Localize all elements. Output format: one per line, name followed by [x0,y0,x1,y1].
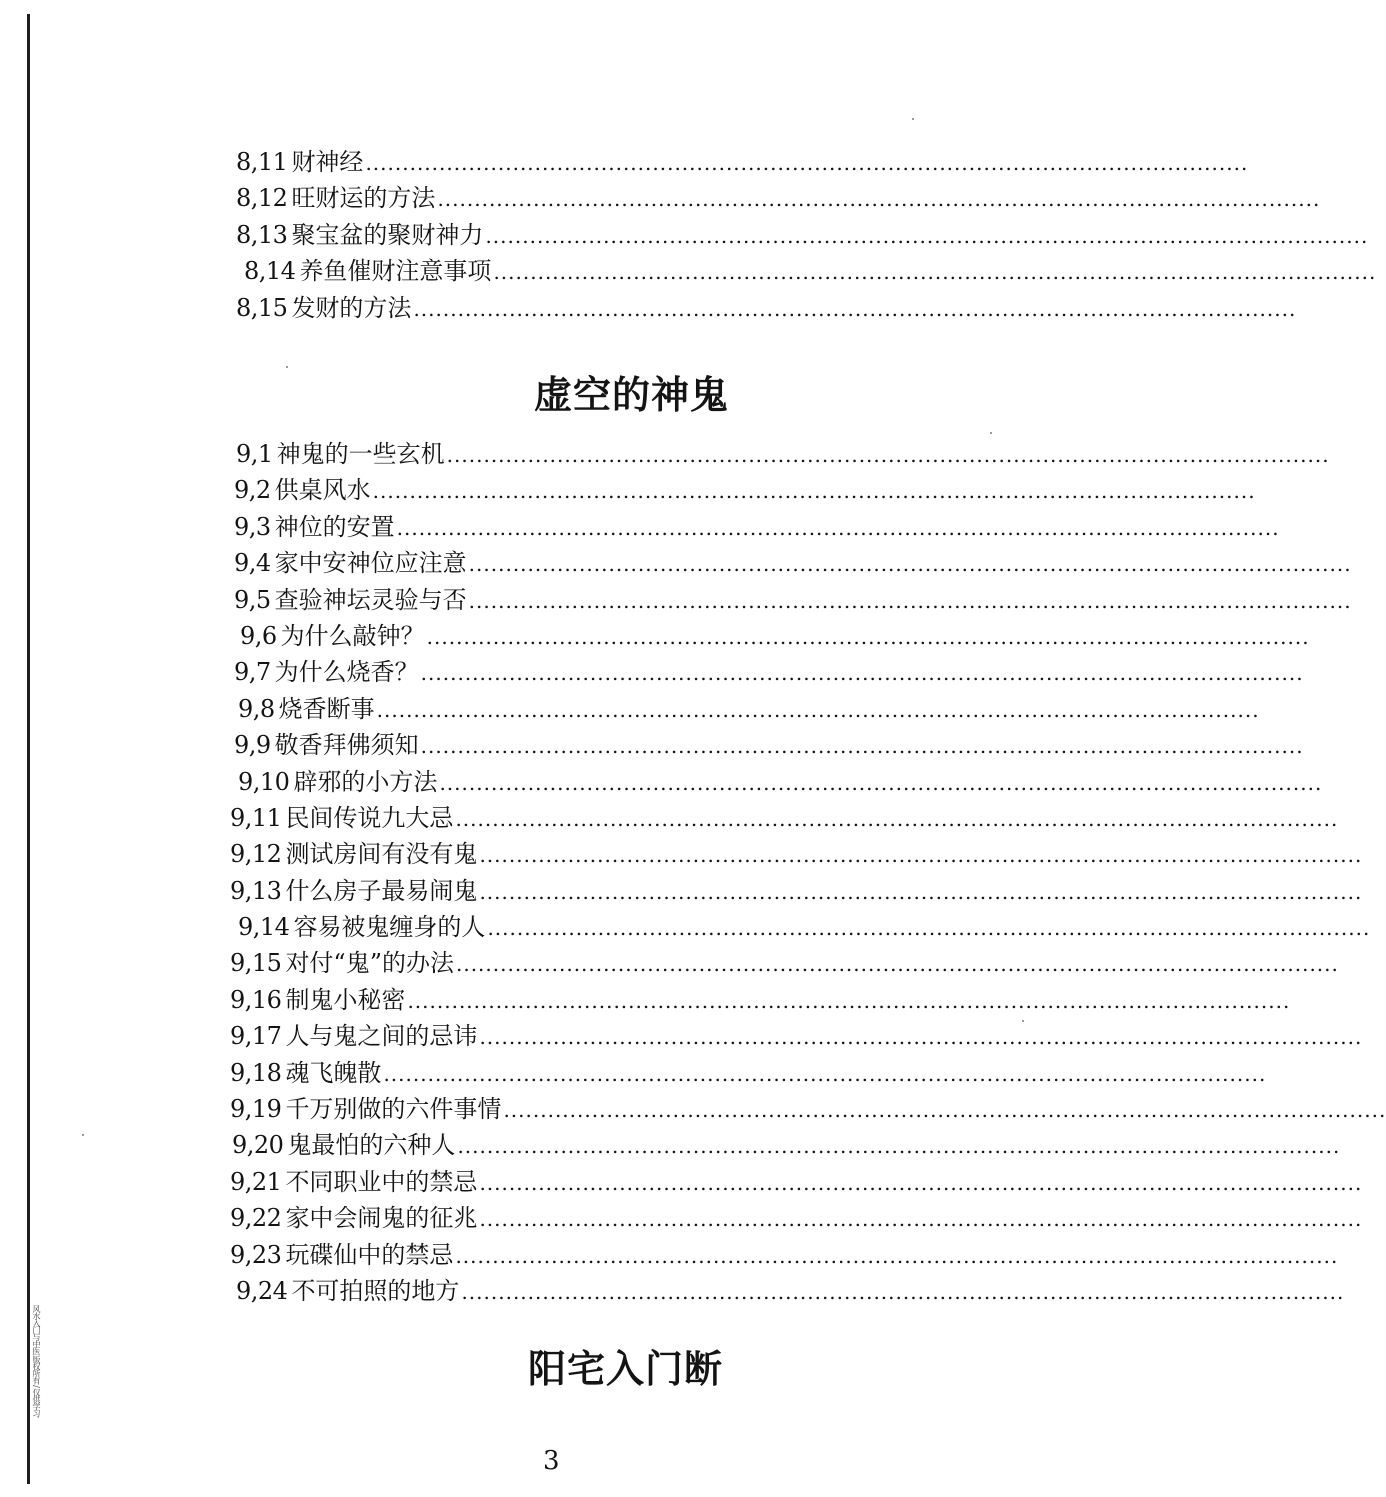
toc-entry-number: 8,11 [236,148,288,176]
toc-entry-number: 9,19 [230,1095,282,1124]
dot-leader: ........................................................................................................................ [383,1061,1267,1086]
toc-entry-title: 制鬼小秘密 [285,985,406,1014]
toc-entry [234,580,1352,616]
dot-leader: ........................................................................................................................ [479,1025,1363,1050]
dot-leader: ........................................................................................................................ [446,443,1330,467]
toc-entry [236,288,1297,324]
toc-entry-number: 9,5 [234,585,271,614]
toc-entry-number: 9,12 [230,840,282,869]
scan-speck [990,432,992,434]
scan-speck [1022,1020,1024,1022]
toc-entry-number: 9,11 [230,803,282,832]
toc-entry-number: 9,10 [238,767,290,796]
toc-entry-title: 为什么烧香？ [274,658,419,687]
toc-entry-title: 聚宝盆的聚财神力 [291,220,484,249]
toc-entry-title: 玩碟仙中的禁忌 [285,1240,454,1269]
toc-entry-number: 9,7 [234,658,271,687]
dot-leader: ........................................................................................................................ [396,515,1280,540]
dot-leader: ........................................................................................................................ [426,624,1310,649]
toc-entry-number: 9,13 [230,876,282,905]
toc-entry-title: 查验神坛灵验与否 [274,585,467,614]
dot-leader: ........................................................................................................................ [455,806,1339,831]
dot-leader: ........................................................................................................................ [376,697,1260,722]
toc-entry-title: 千万别做的六件事情 [285,1095,502,1124]
toc-section-8 [236,142,1377,324]
toc-entry-number: 9,4 [234,549,271,578]
toc-entry-number: 9,15 [230,949,282,978]
toc-entry-title: 为什么敲钟？ [280,621,425,650]
toc-entry [234,652,1304,688]
toc-entry-title: 人与鬼之间的忌讳 [285,1022,478,1051]
toc-entry [230,1235,1339,1271]
toc-entry [236,142,1249,178]
toc-entry-title: 财神经 [291,148,364,176]
dot-leader: ........................................................................................................................ [455,1243,1339,1268]
toc-entry [238,762,1323,798]
scan-speck [286,366,288,368]
dot-leader: ........................................................................................................................ [468,588,1352,613]
side-stamp: 风水入门与中医 版权所有 / 仅供学习 [32,1305,41,1417]
toc-entry-title: 魂飞魄散 [285,1058,382,1087]
dot-leader: ........................................................................................................................ [420,661,1304,686]
toc-entry [234,507,1280,543]
toc-entry [230,943,1339,979]
toc-entry-title: 家中安神位应注意 [274,549,467,578]
toc-entry-number: 9,16 [230,985,282,1014]
toc-entry [230,1198,1363,1234]
toc-entry-number: 9,14 [238,913,290,942]
toc-entry [230,1162,1363,1198]
toc-entry-title: 鬼最怕的六种人 [287,1131,456,1160]
toc-entry [236,178,1321,214]
toc-entry-number: 8,12 [236,184,288,213]
toc-entry [230,834,1363,870]
dot-leader: ........................................................................................................................ [455,952,1339,977]
toc-entry-number: 9,3 [234,512,271,541]
dot-leader: ........................................................................................................................ [439,770,1323,795]
dot-leader: ........................................................................................................................ [413,296,1297,321]
toc-entry-title: 辟邪的小方法 [293,767,438,796]
toc-entry-number: 9,2 [234,476,271,505]
dot-leader: ........................................................................................................................ [437,187,1321,212]
dot-leader: ........................................................................................................................ [479,879,1363,904]
toc-entry-title: 家中会闹鬼的征兆 [285,1204,478,1233]
toc-entry-title: 容易被鬼缠身的人 [293,913,486,942]
toc-entry-number: 8,14 [244,257,296,286]
dot-leader: ........................................................................................................................ [468,552,1352,577]
toc-entry-title: 供桌风水 [274,476,371,505]
toc-entry [234,470,1256,506]
dot-leader: ........................................................................................................................ [461,1279,1345,1304]
toc-entry-number: 9,17 [230,1022,282,1051]
toc-entry-number: 9,1 [236,440,273,468]
dot-leader: ........................................................................................................................ [485,223,1369,248]
section-heading-9: 虚空的神鬼 [534,373,730,417]
scan-speck [912,118,914,120]
toc-entry-number: 8,13 [236,220,288,249]
dot-leader: ........................................................................................................................ [457,1134,1341,1159]
toc-section-9 [230,434,1386,1307]
toc-entry-title: 民间传说九大忌 [285,803,454,832]
toc-entry [230,798,1339,834]
toc-entry-title: 敬香拜佛须知 [274,731,419,760]
toc-entry [230,871,1363,907]
toc-entry-title: 旺财运的方法 [291,184,436,213]
toc-entry [238,689,1260,725]
toc-entry-number: 9,21 [230,1167,282,1196]
toc-entry [234,543,1352,579]
dot-leader: ........................................................................................................................ [365,151,1249,175]
toc-entry-title: 神位的安置 [274,512,395,541]
toc-entry [234,725,1304,761]
toc-entry [240,616,1310,652]
toc-entry [230,1016,1363,1052]
dot-leader: ........................................................................................................................ [407,988,1291,1013]
toc-entry-title: 养鱼催财注意事项 [299,257,492,286]
dot-leader: ........................................................................................................................ [372,479,1256,504]
toc-entry-number: 8,15 [236,293,288,322]
toc-entry [230,980,1291,1016]
binding-line [27,14,30,1484]
dot-leader: ........................................................................................................................ [420,734,1304,759]
dot-leader: ........................................................................................................................ [493,260,1377,285]
toc-entry-title: 什么房子最易闹鬼 [285,876,478,905]
page-number: 3 [543,1446,560,1476]
toc-entry-title: 不同职业中的禁忌 [285,1167,478,1196]
toc-entry-number: 9,22 [230,1204,282,1233]
toc-entry-number: 9,24 [236,1276,288,1305]
toc-entry [236,434,1330,470]
toc-entry-title: 不可拍照的地方 [291,1276,460,1305]
toc-entry [232,1125,1341,1161]
toc-entry [238,907,1371,943]
dot-leader: ........................................................................................................................ [487,916,1371,941]
toc-entry [230,1089,1386,1125]
dot-leader: ........................................................................................................................ [479,843,1363,868]
toc-entry-number: 9,6 [240,621,277,650]
toc-entry [236,1271,1345,1307]
toc-entry-number: 9,18 [230,1058,282,1087]
dot-leader: ........................................................................................................................ [479,1170,1363,1195]
toc-entry-title: 发财的方法 [291,293,412,322]
toc-entry [236,215,1369,251]
toc-entry-number: 9,8 [238,694,275,723]
scan-speck [82,1134,84,1136]
toc-entry [230,1053,1267,1089]
dot-leader: ........................................................................................................................ [479,1207,1363,1232]
section-heading-10: 阳宅入门断 [528,1347,724,1391]
dot-leader: ........................................................................................................................ [503,1098,1386,1123]
toc-entry-title: 烧香断事 [278,694,375,723]
toc-entry-number: 9,23 [230,1240,282,1269]
toc-entry-title: 对付“鬼”的办法 [285,949,454,978]
toc-entry [244,251,1377,287]
toc-entry-number: 9,9 [234,731,271,760]
toc-entry-title: 测试房间有没有鬼 [285,840,478,869]
toc-entry-title: 神鬼的一些玄机 [276,440,445,468]
toc-entry-number: 9,20 [232,1131,284,1160]
